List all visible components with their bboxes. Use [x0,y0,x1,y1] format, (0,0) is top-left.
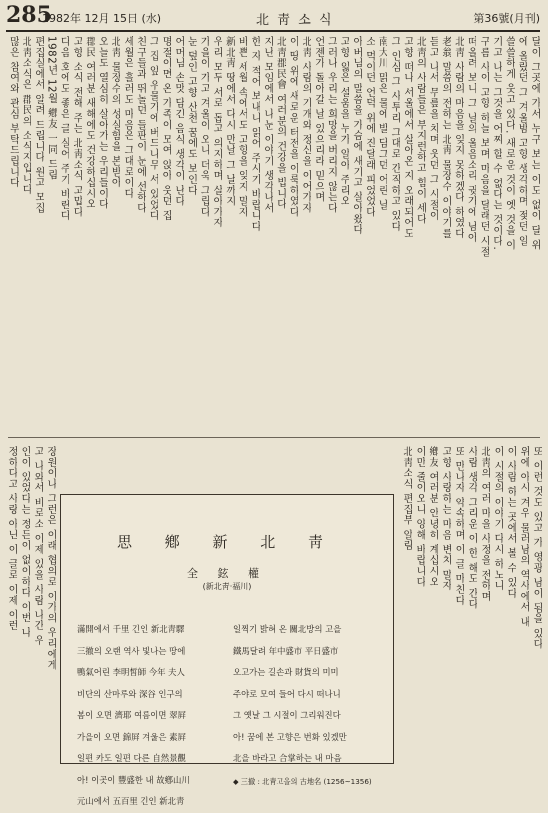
text-line: 元山에서 五百里 긴인 新北靑 [77,796,185,806]
text-line: 가을이 가고 겨울이 오니 더욱 그립다 [198,36,210,218]
text-line: 기고 나는 그것을 어찌 할 수 없다는 것이다. [491,36,502,251]
text-line: 듣고 나서 무릎을 치며 웃던 그 시절이 [427,36,439,222]
text-line: 고향 소식 전해 주는 北靑소식 고맙다 [71,36,83,218]
text-line: 郡民 여러분 새해에도 건강하십시오 [84,36,95,210]
text-line: 고향 떠나 서울에서 살아온 지 오래되어도 [402,36,413,239]
text-line: 그 옛날 그 시절이 그리워진다 [233,710,341,720]
article-body-bottom-right [396,446,542,796]
text-line: 일편 카도 일편 다른 自然景觀 [77,753,186,763]
text-line: 쓸쓸하게 웃고 있다. 새로운 것이 옛 것을 이 [503,36,515,251]
text-line: 三撤의 오랜 역사 빛나는 땅에 [77,645,186,656]
text-line: 新北靑 땅에서 다시 만날 그 날까지 [224,36,235,207]
text-line: 그 인심 그 사투리 그대로 간직하고 있다 [389,36,401,232]
article-body-bottom-left [6,446,56,796]
text-line: 고향 잃은 설움을 누가 알아 주리오 [338,36,350,207]
text-line: 비단의 산마루와 深谷 인구의 [77,688,183,699]
text-line: 오고가는 길손과 財貨의 미미 [233,667,339,677]
text-line: 다음 호에도 좋은 글 실어 주기 바란다 [58,36,70,222]
text-line: 오늘도 열심히 살아가는 우리들이다 [96,36,108,210]
text-line: 老翁 말씀의 전하는 北靑 물장수 이야기를 [440,36,451,239]
text-line: 인이 있었다는 정든이 없이하다 이번 나 [19,446,30,638]
poem-author-note: (新北靑·福川) [202,582,252,591]
text-line: 아버님의 말씀을 가슴에 새기고 살아왔다 [351,36,362,235]
text-line: 세월은 흘러도 마음은 그대로이다 [122,36,133,199]
text-line: 편집실에서 알려 드립니다 원고 모집 [33,36,44,214]
poem-stanza-right [233,619,383,770]
page-header [6,4,540,32]
text-line: 鄕友 여러분 안녕히 계십시오 [427,446,438,588]
text-line: 그러나 우리는 희망을 버리지 않는다 [325,36,337,214]
text-line: 아! 이곳이 豐盛한 내 故鄕山川 [77,774,190,785]
text-line: 北靑소식은 郡民의 소식지입니다 [20,36,32,195]
text-line: 北靑郡民會 여러분의 건강을 빕니다 [274,36,286,210]
text-line: 지난 모임에서 나눈 이야기 생각나서 [262,36,273,214]
text-line: 고 나와서 비로소 이제 있을 사람 나간 우 [32,446,43,646]
text-line: 친구들과 뛰놀던 들판이 눈에 선하다 [135,36,146,214]
text-line: 가을이 오면 錦屛 겨울은 素屛 [77,731,186,742]
text-line: 鐵馬달려 年中盛市 平日盛市 [233,645,339,656]
text-line: 고향 사랑하는 마음 변치 말자 [440,446,451,591]
text-line: 구름 사이 고향 하늘 보며 마음을 달래던 시절 [478,36,490,258]
text-line: 명절이면 온 가족이 모여 앉아 웃던 집 [160,36,172,222]
text-line: 우리 모두 서로 돕고 의지하며 살아가자 [211,36,223,228]
text-line: 달이 그곳에 가서 누구 보는 이도 없이 달 위 [529,36,540,251]
text-line: 사람 생각 그리운 이 한 해도 간다 [466,446,477,610]
text-line: 바쁜 세월 속에서도 고향을 잊지 말자 [236,36,248,218]
text-line: 아! 꿈에 본 고향은 번화 있겠만 [233,731,347,742]
text-line: 소 먹이던 언덕 위에 진달래 피었었다 [363,36,375,218]
text-line: 봄이 오면 濟耶 여름이면 翠屛 [77,710,186,720]
paper-title: 北 靑 소 식 [256,13,334,28]
issue-date: 1982年 12月 15日 (水) [42,12,162,25]
poem-title: 思 鄕 新 北 靑 [116,533,338,551]
text-line: 어머님 손맛 담긴 음식 생각이 난다 [173,36,184,207]
text-line: 눈 덮인 고향 산천 꿈에도 보인다 [185,36,197,196]
poem-author: 全 鉉 權 [187,567,267,580]
text-line: 이 땅 위에 새로운 터전을 이룩하였다 [287,36,299,218]
text-line: 또 이런 것도 있고 가 영광 남이 됨을 있다 [531,446,542,650]
text-line: 언젠가 돌아갈 날 있으리라 믿으며 [313,36,324,203]
text-line: 주야로 모여 들어 다시 떠나니 [233,688,341,699]
text-line: 한 자 적어 보내니 읽어 주시기 바랍니다 [249,36,261,232]
article-body-top [8,36,540,432]
text-line: 그 집 앞 우물가에 버드나무 서 있었다 [147,36,159,222]
text-line: 北靑 물장수의 성실함을 본받아 [109,36,121,188]
text-line: 北靑의 여러 마을 사정을 전하며 [479,446,490,602]
text-line: 이 사람 하는 곳에서 볼 수 있다 [505,446,516,599]
text-line: 南大川 맑은 물에 발 담그던 어린 날 [376,36,388,211]
text-line: 이 시절의 이야기 다시 하노니 [492,446,503,591]
text-line: 北靑소식 편집부 알림 [401,446,412,551]
text-line: 北靑 사람의 마음을 잊지 못하겠다 하였다 [452,36,464,239]
text-line: 위에 아시 겨우 물러남의 역사에서 내 [518,446,529,628]
text-line: 장원이나 그런은 이래 협의로 이가의 우리에게 [45,446,56,671]
text-line: 에 올랐던 그 겨울밤 고향 생각하며 젖던 일 [516,36,528,247]
text-line: 北靑 사람의 기개와 정신을 이어가자 [300,36,312,214]
text-line: 떠올려 보니 그 날의 울음소리 귓가에 남아 [465,36,477,243]
text-line: 일찍기 밝혀 온 關北방의 고을 [233,624,342,634]
issue-number: 第36號(月刊) [473,12,540,25]
text-line: 많은 참여와 관심 부탁드립니다 [7,36,19,188]
divider [8,437,540,438]
text-line: 北靑의 사람들은 부지런하고 힘이 세다 [414,36,426,225]
text-line: 이만 줄이오니 양해 바랍니다 [414,446,425,588]
text-line: 1982년 12월 鄕友 一同 드림 [45,36,57,181]
poem-stanza-left [77,619,227,813]
page-number: 285 [6,2,52,28]
text-line: 鴨氣어린 李明皙師 今年 夫人 [77,667,185,677]
text-line: 정하다고 사랑 아닌 이 글로 이제 이런 [6,446,17,632]
text-line: 또 만나자 약속하며 이 글 마친다 [453,446,464,606]
text-line: 滿開에서 千里 긴인 新北靑驛 [77,624,185,634]
poem-box [60,494,394,806]
text-line: 北을 바라고 合掌하는 내 마음 [233,753,342,763]
poem-footnote: ◆ 三撤 : 北靑고을의 古地名 (1256~1356) [233,777,372,786]
